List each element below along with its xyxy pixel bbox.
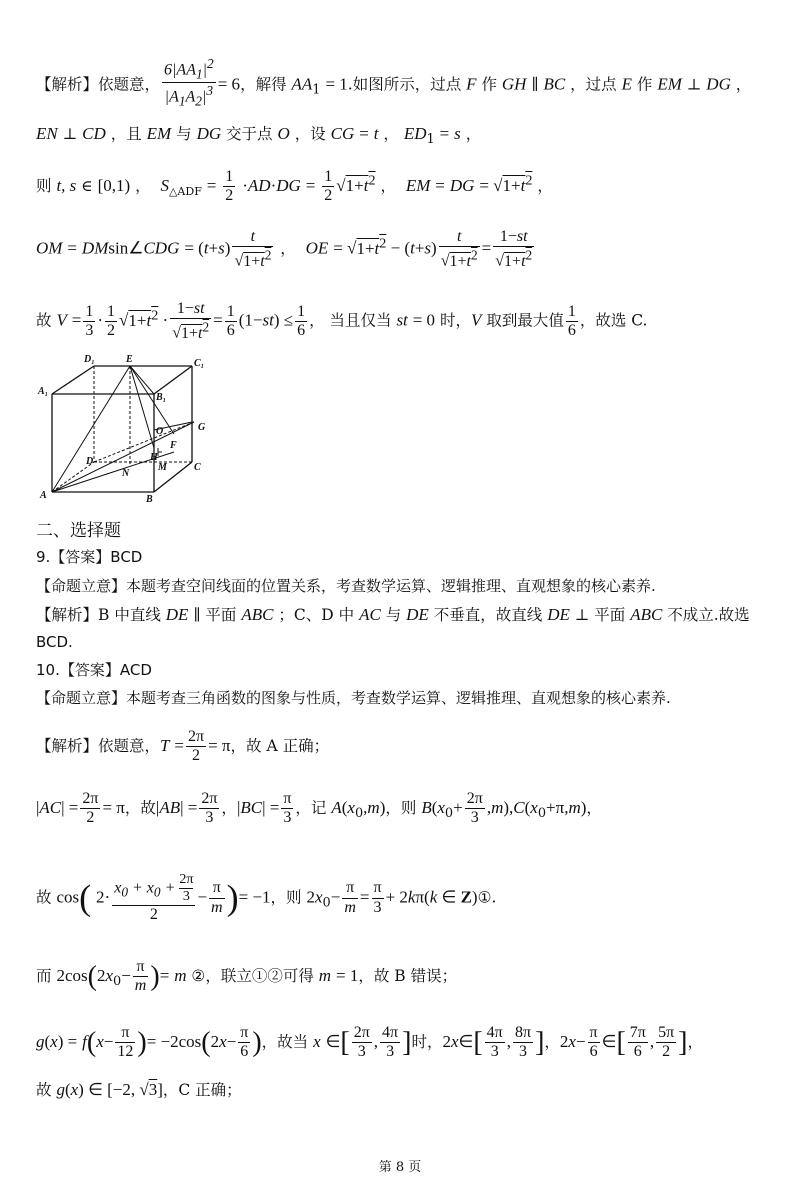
q9-answer: 9.【答案】BCD (36, 548, 143, 566)
cube-figure (34, 352, 224, 512)
label-a: A (40, 490, 47, 501)
label-o: O (156, 426, 164, 437)
section-heading: 二、选择题 (36, 521, 121, 541)
label-m: M (158, 462, 167, 473)
analysis-line-3: 则 t, s ∈ [0,1) ， $S_{\triangle ADF}$ = $\frac{1}{2}$ ·AD·DG = $\frac{1}{2}$ $√1+t^2$ ， EM = DG = $√1+t^2$ ， (36, 168, 553, 205)
q9-analysis-2: BCD. (36, 633, 73, 651)
q10-intent: 【命题立意】本题考查三角函数的图象与性质，考查数学运算、逻辑推理、直观想象的核心素养. (36, 689, 671, 707)
analysis-line-5: 故 V = $\frac{1}{3}$ · $\frac{1}{2}$ $√1+t^2$ · $\frac{1-st}{√1+t^2}$ = $\frac{1}{6}$ (1−st) ≤ $\frac{1}{6}$ ， 当且仅当 st = 0 时，V 取到最大值 $\frac{1}{6}$ ，故选 C. (36, 300, 648, 342)
q10-analysis-4: 而 $2\cos(2x_0-$ $\frac{\pi}{m}$ )= m ②，联立①②可得 m = 1，故 B 错误； (36, 958, 458, 995)
label-b: B (146, 494, 153, 505)
label-h: H (150, 452, 158, 463)
q10-analysis-2: |AC| = $\frac{2\pi}{2}$ = π，故|AB| = $\frac{2\pi}{3}$ ，|BC| = $\frac{\pi}{3}$ ，记 $A(x_0,m)$，则 $B(x_0+$ $\frac{2\pi}{3}$ $,m),C(x_0+\pi,m)$， (36, 790, 602, 827)
label-c1: C₁ (194, 358, 205, 369)
q10-analysis-3: 故 cos( 2· $x_0 + x_0$ + $\frac{2\pi}{3}$ 2 − $\frac{\pi}{m}$ )= −1，则 $2x_0-$ $\frac{\pi}{m}$ = $\frac{\pi}{3}$ + 2kπ(k ∈ Z)①. (36, 872, 497, 924)
q10-analysis-6: 故 g(x) ∈ [−2, √3]，C 正确； (36, 1080, 242, 1099)
q10-answer: 10.【答案】ACD (36, 661, 152, 679)
analysis-tag: 【解析】依题意， (36, 75, 161, 94)
label-g: G (198, 422, 206, 433)
label-n: N (122, 468, 130, 479)
label-a1: A₁ (38, 386, 49, 397)
q9-analysis-1: 【解析】B 中直线 DE ∥ 平面 ABC ；C、D 中 AC 与 DE 不垂直，故直线 DE ⊥ 平面 ABC 不成立.故选 (36, 605, 750, 624)
q9-intent: 【命题立意】本题考查空间线面的位置关系，考查数学运算、逻辑推理、直观想象的核心素养. (36, 577, 656, 595)
page-number: 第 8 页 (378, 1160, 422, 1175)
q10-analysis-1: 【解析】依题意，T = $\frac{2\pi}{2}$ = π，故 A 正确； (36, 728, 330, 765)
analysis-line-4: OM = DMsin∠CDG = (t+s) $\frac{t}{√1+t^2}$ ， OE = $√1+t^2 - (t+s)$ $\frac{t}{√1+t^2}$ = $\frac{1-st}{√1+t^2}$ (36, 228, 533, 270)
label-d: D (86, 456, 94, 467)
label-e: E (126, 354, 133, 365)
label-b1: B₁ (156, 392, 167, 403)
label-d1: D₁ (84, 354, 95, 365)
q10-analysis-5: g(x) = f(x− $\frac{\pi}{12}$ )= −2cos(2x− $\frac{\pi}{6}$ )，故当 x ∈[ $\frac{2\pi}{3}$ , $\frac{4\pi}{3}$ ]时，2x∈[ $\frac{4\pi}{3}$ , $\frac{8\pi}{3}$ ]，2x− $\frac{\pi}{6}$ ∈[ $\frac{7\pi}{6}$ , $\frac{5\pi}{2}$ ]， (36, 1024, 704, 1061)
analysis-line-1: 【解析】依题意， $\frac{6|AA_1|^2}{|A_1A_2|^3}$ = 6，解得 $AA_1 = 1$.如图所示，过点 F 作 GH ∥ BC ，过点 E 作 EM ⊥ DG ， (36, 56, 752, 109)
label-f: F (170, 440, 177, 451)
fraction-aa1: $\frac{6|AA_1|^2}{|A_1A_2|^3}$ (164, 56, 214, 109)
label-c: C (194, 462, 201, 473)
analysis-line-2: EN ⊥ CD ，且 EM 与 DG 交于点 O ，设 CG = t ， $ED_1 = s$ ， (36, 124, 482, 148)
